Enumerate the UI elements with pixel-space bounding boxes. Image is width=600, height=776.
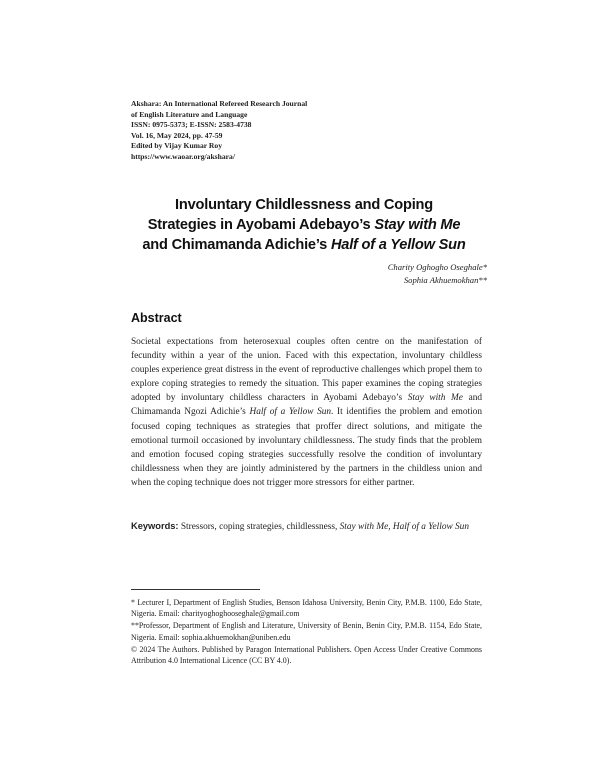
journal-issn: ISSN: 0975-5373; E-ISSN: 2583-4738 [131, 120, 252, 130]
abstract-paragraph [131, 335, 482, 490]
author-block [388, 261, 487, 287]
title-line2 [118, 215, 490, 235]
paper-title [118, 195, 490, 255]
abstract-text-3: . It identifies the problem and emotion focused coping techniques as strategies that proffer direct solutions, and mitigate the emotional turmoil occasioned by involuntary childlessness. The study finds that the problem and emotion focused coping strategies successfully resolve the condition of involuntary childlessness when they are jointly administered by the partners in the childless union and when the coping technique does not trigger more stressors for either partner. [131, 407, 483, 488]
footnote-author-2: **Professor, Department of English and Literature, University of Benin, Benin City, P.M.B. 1154, Edo State, Nigeria. Email: sophia.akhuemokhan@uniben.edu [131, 621, 482, 642]
journal-url[interactable]: https://www.waoar.org/akshara/ [131, 151, 235, 161]
abstract-italic-2: Half of a Yellow Sun [249, 407, 332, 418]
journal-name-line2: of English Literature and Language [131, 109, 248, 119]
keywords-label: Keywords: [131, 521, 179, 531]
footnote-author-1: * Lecturer I, Department of English Studies, Benson Idahosa University, Benin City, P.M.B. 1100, Edo State, Nigeria. Email: charityoghogho​oseghale@gmail.com [131, 598, 482, 619]
keywords-italic-1: Stay with Me [339, 522, 389, 532]
footnote-divider [131, 589, 260, 590]
keywords-italic-2: Half of a Yellow Sun [392, 522, 469, 532]
title-line2-text: Strategies in Ayobami Adebayo’s [147, 217, 375, 233]
abstract-text-2: and Chimamanda Ngozi Adichie’s [131, 393, 482, 418]
journal-name-line1: Akshara: An International Refereed Research Journal [131, 99, 308, 108]
title-line2-italic: Stay with Me [374, 217, 461, 233]
title-line3-italic: Half of a Yellow Sun [330, 237, 466, 253]
author-2: Sophia Akhuemokhan** [403, 275, 487, 285]
keywords-plain: Stressors, coping strategies, childlessness, [178, 522, 340, 532]
title-line1: Involuntary Childlessness and Coping [175, 197, 433, 213]
journal-volume: Vol. 16, May 2024, pp. 47-59 [131, 130, 223, 140]
journal-header [131, 99, 391, 163]
abstract-italic-1: Stay with Me [407, 393, 463, 404]
keywords-separator: , [388, 522, 393, 532]
abstract-body [131, 335, 482, 490]
abstract-text-1: Societal expectations from heterosexual couples often centre on the manifestation of fecundity within a year of the union. Faced with this expectation, involuntary childless couples experience great distress in the event of reproductive challenges which propel them to explore coping strategies to remedy the situation. This paper examines the coping strategies adopted by involuntary childless characters in Ayobami Adebayo’s [131, 337, 482, 404]
title-line3-text: and Chimamanda Adichie’s [142, 237, 331, 253]
abstract-heading: Abstract [131, 311, 182, 325]
footnotes [131, 597, 482, 667]
author-1: Charity Oghogho Oseghale* [387, 262, 487, 272]
keywords [131, 519, 482, 534]
title-line3 [118, 235, 490, 255]
footnote-copyright: © 2024 The Authors. Published by Paragon International Publishers. Open Access Under Creative Commons Attribution 4.0 International Licence (CC BY 4.0). [131, 644, 482, 666]
journal-editor: Edited by Vijay Kumar Roy [131, 141, 222, 151]
